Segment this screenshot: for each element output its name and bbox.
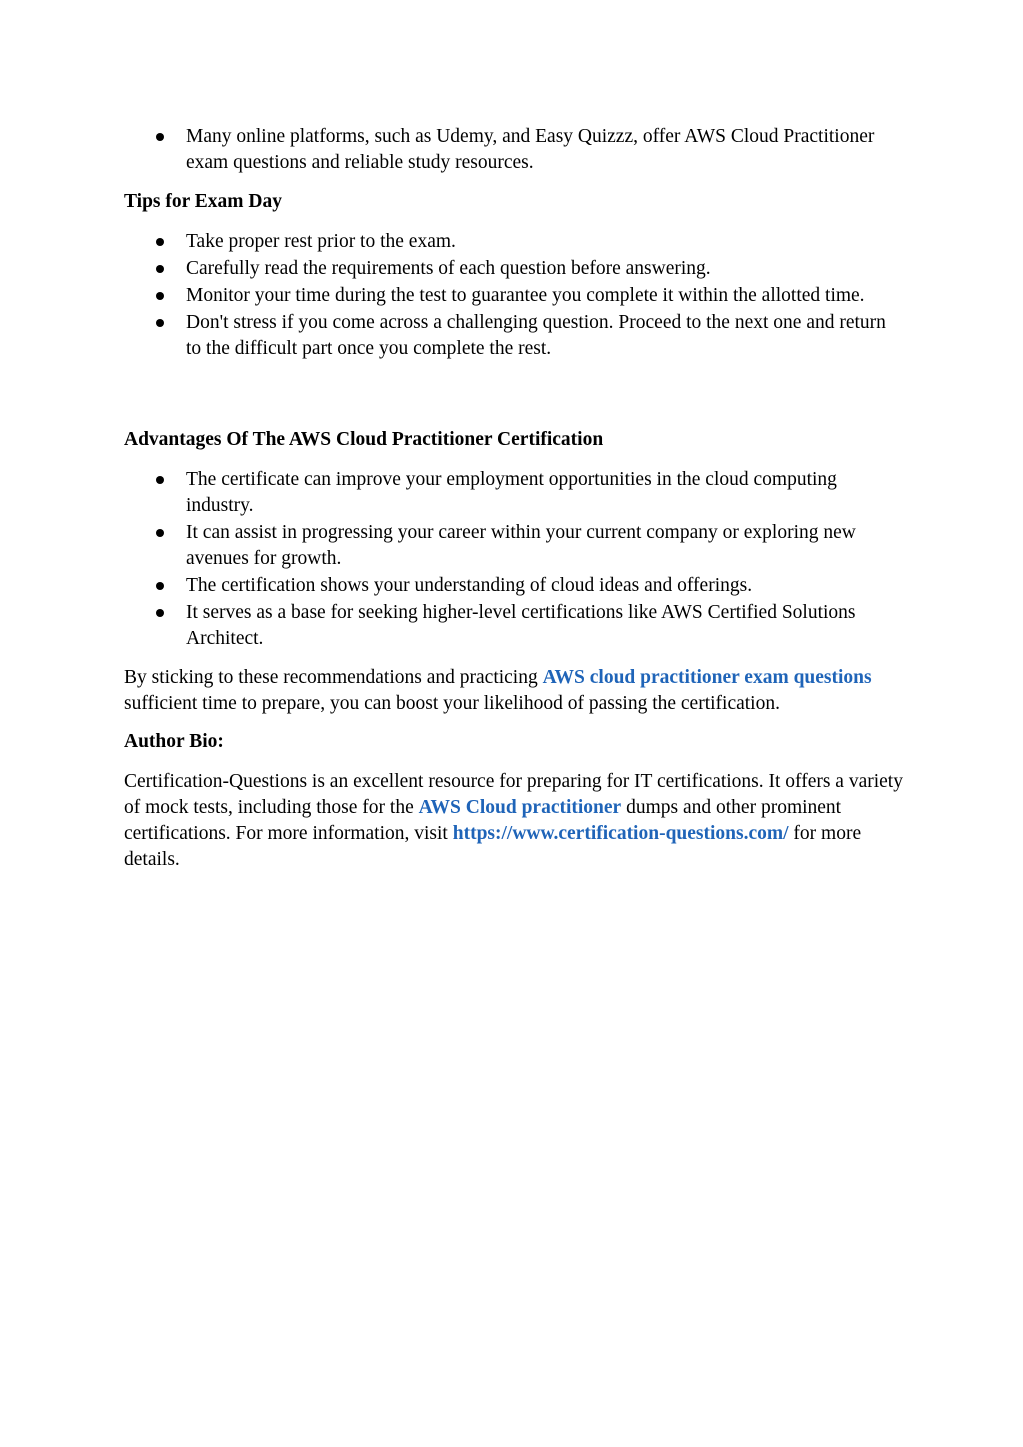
closing-text-after: sufficient time to prepare, you can boost your likelihood of passing the certification. [124,693,780,714]
document-content [124,124,904,873]
list-item: It can assist in progressing your career within your current company or exploring new avenues for growth. [186,520,904,572]
author-text-2: dumps and other prominent certifications. For more information, visit [124,797,842,844]
aws-exam-questions-link[interactable]: AWS cloud practitioner exam questions [542,667,872,688]
author-bio-heading: Author Bio: [124,731,224,752]
certification-questions-url-link[interactable]: https://www.certification-questions.com/ [452,823,789,844]
author-text-1: Certification-Questions is an excellent resource for preparing for IT certifications. It offers a variety of mock tests, including those for the [124,771,903,818]
list-item: The certification shows your understanding of cloud ideas and offerings. [186,573,904,599]
closing-paragraph [124,665,904,717]
section-heading-tips: Tips for Exam Day [124,191,283,212]
list-item: Many online platforms, such as Udemy, and Easy Quizzz, offer AWS Cloud Practitioner exam questions and reliable study resources. [186,124,904,176]
list-item: Take proper rest prior to the exam. [186,229,904,255]
advantages-list [124,467,904,652]
author-bio-paragraph [124,769,904,873]
intro-list [124,124,904,176]
section-heading-advantages: Advantages Of The AWS Cloud Practitioner Certification [124,429,604,450]
list-item: It serves as a base for seeking higher-level certifications like AWS Certified Solutions Architect. [186,600,904,652]
closing-text-before: By sticking to these recommendations and practicing [124,667,543,688]
list-item: Carefully read the requirements of each question before answering. [186,256,904,282]
aws-cloud-practitioner-link[interactable]: AWS Cloud practitioner [418,797,622,818]
list-item: The certificate can improve your employment opportunities in the cloud computing industry. [186,467,904,519]
tips-list [124,229,904,362]
list-item: Monitor your time during the test to guarantee you complete it within the allotted time. [186,283,904,309]
author-text-3: for more details. [124,823,862,870]
list-item: Don't stress if you come across a challenging question. Proceed to the next one and return to the difficult part once you complete the rest. [186,310,904,362]
